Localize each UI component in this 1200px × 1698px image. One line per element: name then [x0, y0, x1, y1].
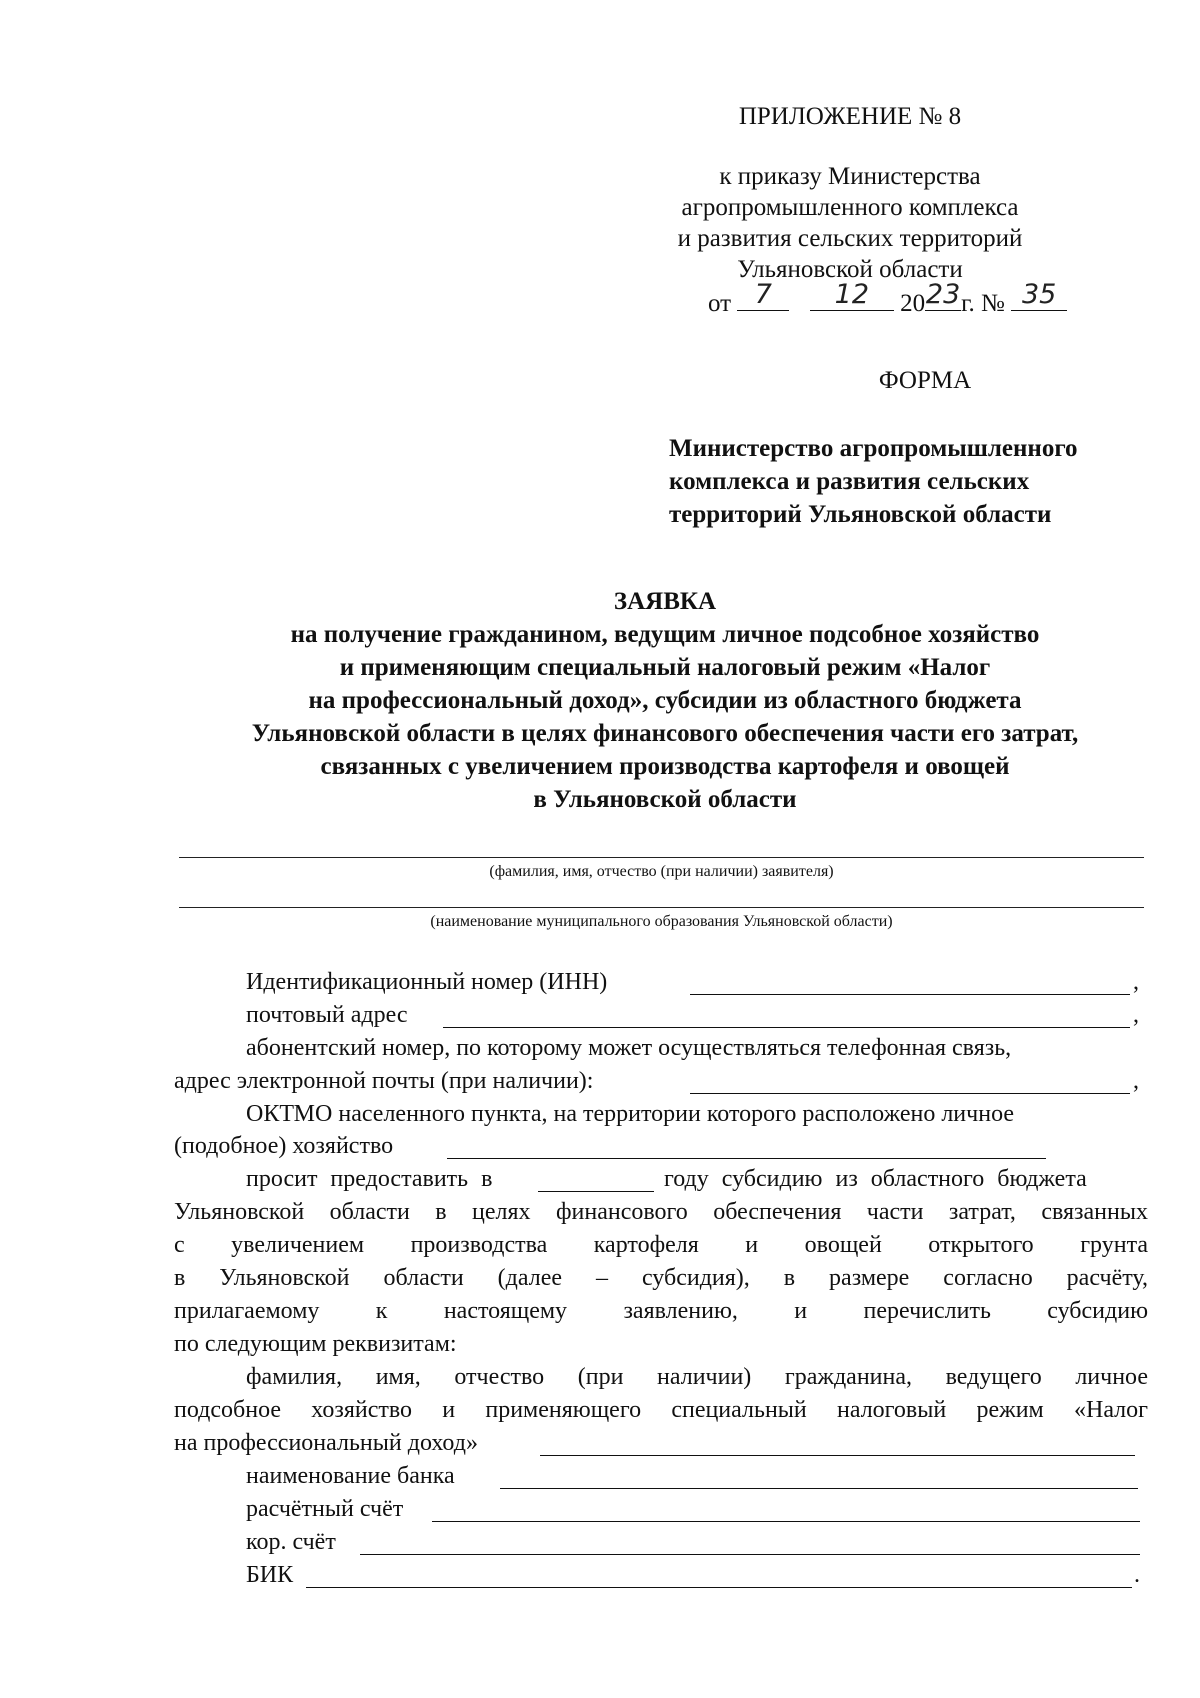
fio-line-1: фамилия, имя, отчество (при наличии) гражданина, ведущего личное [246, 1364, 1148, 1390]
order-date-line [708, 279, 1067, 319]
bik-label: БИК [246, 1562, 294, 1588]
form-label: ФОРМА [878, 367, 972, 394]
applicant-name-caption: (фамилия, имя, отчество (при наличии) заявителя) [489, 863, 834, 880]
body-line-2: с увеличением производства картофеля и овощей открытого грунта [174, 1232, 1148, 1258]
fio-line-2: подсобное хозяйство и применяющего специальный налоговый режим «Налог [174, 1397, 1148, 1423]
appendix-number: ПРИЛОЖЕНИЕ № 8 [738, 103, 962, 130]
addressee-line-1: Министерство агропромышленного [669, 435, 1078, 462]
document-title: ЗАЯВКА [613, 588, 717, 615]
date-month-field [810, 279, 894, 311]
order-number-field [1011, 279, 1067, 311]
title-line-5: связанных с увеличением производства картофеля и овощей [320, 753, 1010, 780]
applicant-name-line[interactable] [179, 857, 1144, 858]
postal-address-comma: , [1133, 1002, 1139, 1028]
date-day-field [737, 279, 789, 311]
title-line-1: на получение гражданином, ведущим личное подсобное хозяйство [290, 621, 1040, 648]
date-year-handwritten: 23 [925, 279, 961, 310]
inn-comma: , [1133, 969, 1139, 995]
inn-label: Идентификационный номер (ИНН) [246, 969, 608, 995]
oktmo-field[interactable] [447, 1158, 1046, 1159]
bik-period: . [1134, 1562, 1140, 1588]
order-reference-line-4: Ульяновской области [737, 256, 963, 283]
subsidy-year-field[interactable] [538, 1191, 654, 1192]
date-year-field [925, 279, 961, 311]
farm-label: (подобное) хозяйство [174, 1133, 394, 1159]
title-line-6: в Ульяновской области [533, 786, 797, 813]
date-month-handwritten: 12 [834, 279, 870, 310]
title-line-4: Ульяновской области в целях финансового обеспечения части его затрат, [251, 720, 1079, 747]
bik-field[interactable] [306, 1587, 1132, 1588]
body-line-3: в Ульяновской области (далее – субсидия), в размере согласно расчёту, [174, 1265, 1148, 1291]
title-line-2: и применяющим специальный налоговый режим «Налог [339, 654, 991, 681]
email-comma: , [1133, 1068, 1139, 1094]
order-reference-line-3: и развития сельских территорий [677, 225, 1023, 252]
body-line-4: прилагаемому к настоящему заявлению, и перечислить субсидию [174, 1298, 1148, 1324]
corr-account-label: кор. счёт [246, 1529, 336, 1555]
municipality-caption: (наименование муниципального образования Ульяновской области) [430, 913, 893, 930]
request-suffix: году субсидию из областного бюджета [664, 1166, 1087, 1192]
date-prefix: от [708, 290, 732, 317]
body-line-1: Ульяновской области в целях финансового обеспечения части затрат, связанных [174, 1199, 1148, 1225]
title-line-3: на профессиональный доход», субсидии из областного бюджета [308, 687, 1022, 714]
municipality-line[interactable] [179, 907, 1144, 908]
corr-account-field[interactable] [360, 1554, 1140, 1555]
date-day-handwritten: 7 [754, 279, 772, 310]
date-year-prefix: 20 [900, 290, 926, 317]
addressee-line-2: комплекса и развития сельских [669, 468, 1030, 495]
email-label: адрес электронной почты (при наличии): [174, 1068, 594, 1094]
postal-address-label: почтовый адрес [246, 1002, 408, 1028]
order-reference-line-2: агропромышленного комплекса [681, 194, 1019, 221]
order-reference-line-1: к приказу Министерства [719, 163, 981, 190]
order-number-handwritten: 35 [1021, 279, 1057, 310]
phone-text: абонентский номер, по которому может осуществляться телефонная связь, [246, 1035, 1012, 1061]
bank-name-field[interactable] [500, 1488, 1138, 1489]
inn-field[interactable] [690, 994, 1130, 995]
postal-address-field[interactable] [443, 1027, 1130, 1028]
date-year-suffix: г. № [961, 290, 1005, 317]
account-field[interactable] [432, 1521, 1140, 1522]
email-field[interactable] [690, 1093, 1130, 1094]
request-prefix: просит предоставить в [246, 1166, 493, 1192]
addressee-line-3: территорий Ульяновской области [669, 501, 1052, 528]
oktmo-text: ОКТМО населенного пункта, на территории которого расположено личное [246, 1101, 1015, 1127]
bank-name-label: наименование банка [246, 1463, 455, 1489]
account-label: расчётный счёт [246, 1496, 404, 1522]
recipient-name-field[interactable] [540, 1455, 1135, 1456]
body-line-5: по следующим реквизитам: [174, 1331, 457, 1357]
fio-label: на профессиональный доход» [174, 1430, 478, 1456]
